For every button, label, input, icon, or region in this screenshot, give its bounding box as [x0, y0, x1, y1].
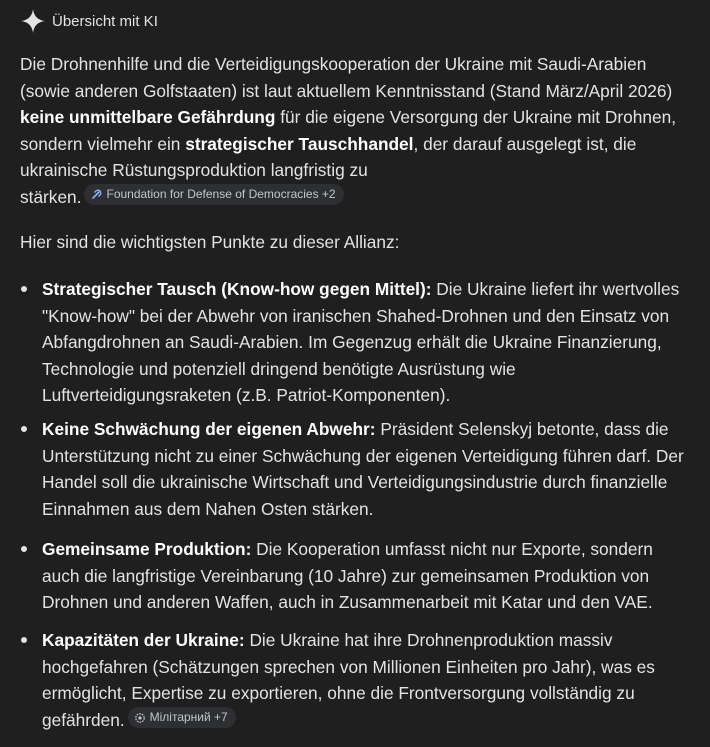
intro-line: ukrainische Rüstungsproduktion langfristig zu — [20, 160, 368, 180]
bold-phrase: keine unmittelbare Gefährdung — [20, 107, 276, 127]
bullet — [21, 546, 27, 552]
list-item-title: Keine Schwächung der eigenen Abwehr: — [42, 419, 376, 439]
list-item-text: Kapazitäten der Ukraine: Die Ukraine hat ihre Drohnenproduktion massiv hochgefahren (Schätzungen sprechen von Millionen Einheiten pro Jahr), was es ermöglicht, Expertise zu exportieren, ohne die Frontversorgung vollständig zu gefährden. Мілітарний +7 — [42, 630, 655, 730]
lead-text: Hier sind die wichtigsten Punkte zu dieser Allianz: — [20, 232, 400, 252]
list-item-title: Gemeinsame Produktion: — [42, 539, 252, 559]
list-item-text: Keine Schwächung der eigenen Abwehr: Präsident Selenskyj betonte, dass die Unterstützung nicht zu einer Schwächung der eigenen Verteidigung führen darf. Der Handel soll die ukrainische Wirtschaft und Verteidigungsindustrie durch finanzielle Einnahmen aus dem Nahen Osten stärken. — [42, 419, 684, 519]
intro-line: Die Drohnenhilfe und die Verteidigungskooperation der Ukraine mit Saudi-Arabien — [20, 54, 647, 74]
source-chip-label: Foundation for Defense of Democracies +2 — [106, 187, 336, 201]
source-chip-label: Мілітарний +7 — [149, 710, 228, 724]
link-icon — [90, 189, 102, 201]
bullet — [21, 426, 27, 432]
list-item-title: Kapazitäten der Ukraine: — [42, 630, 245, 650]
intro-line: keine unmittelbare Gefährdung für die eigene Versorgung der Ukraine mit Drohnen, — [20, 107, 676, 127]
list-item-text: Strategischer Tausch (Know-how gegen Mittel): Die Ukraine liefert ihr wertvolles "Know-how" bei der Abwehr von iranischen Shahed-Drohnen und den Einsatz von Abfangdrohnen an Saudi-Arabien. Im Gegenzug erhält die Ukraine Finanzierung, Technologie und potenziell dringend benötigte Ausrüstung wie Luftverteidigungsraketen (z.B. Patriot-Komponenten). — [42, 279, 680, 405]
overview-title: Übersicht mit KI — [52, 12, 158, 30]
lead-paragraph — [20, 229, 710, 256]
sparkle-icon — [20, 8, 46, 34]
site-favicon-icon — [134, 712, 146, 724]
bullet — [21, 637, 27, 643]
intro-line: (sowie anderen Golfstaaten) ist laut aktuellem Kenntnisstand (Stand März/April 2026) — [20, 80, 673, 101]
list-item-title: Strategischer Tausch (Know-how gegen Mittel): — [42, 279, 432, 299]
bullet — [21, 286, 27, 292]
intro-line: stärken. Foundation for Defense of Democracies +2 — [20, 184, 710, 211]
bold-phrase: strategischer Tauschhandel — [185, 133, 414, 154]
source-chip[interactable] — [84, 184, 343, 205]
intro-paragraph — [20, 51, 710, 210]
list-item-text: Gemeinsame Produktion: Die Kooperation umfasst nicht nur Exporte, sondern auch die langfristige Vereinbarung (10 Jahre) zur gemeinsamen Produktion von Drohnen und anderen Waffen, auch in Zusammenarbeit mit Katar und den VAE. — [42, 539, 653, 612]
intro-line: sondern vielmehr ein strategischer Tauschhandel, der darauf ausgelegt ist, die — [20, 133, 637, 154]
source-chip[interactable] — [128, 707, 236, 728]
ai-overview-header — [20, 8, 158, 34]
